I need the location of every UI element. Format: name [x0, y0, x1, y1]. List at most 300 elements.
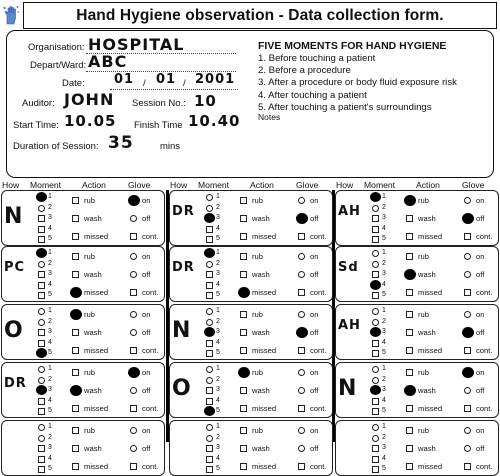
moment-option-1[interactable] [38, 366, 45, 373]
moment-option-2[interactable] [372, 377, 379, 384]
action-missed-label: missed [252, 288, 277, 297]
moment-mark [370, 385, 381, 395]
action-wash-checkbox[interactable] [406, 329, 413, 336]
action-missed-checkbox[interactable] [406, 463, 413, 470]
glove-on-option[interactable] [130, 427, 137, 434]
glove-cont-label: cont. [142, 232, 159, 241]
moment-option-2[interactable] [206, 319, 213, 326]
action-wash-label: wash [418, 328, 436, 337]
glove-off-label: off [310, 214, 319, 223]
moment-option-2[interactable] [38, 205, 45, 212]
action-rub-checkbox[interactable] [240, 253, 247, 260]
action-mark [404, 195, 416, 206]
moment-number: 3 [382, 386, 386, 393]
how-value[interactable]: N [4, 204, 24, 229]
glove-cont-option[interactable] [130, 289, 137, 296]
date-sep-2: / [183, 78, 186, 89]
how-value[interactable]: N [338, 376, 358, 401]
session-value[interactable]: 10 [194, 92, 217, 110]
ward-label: Depart/Ward: [30, 60, 87, 71]
moment-number: 3 [382, 214, 386, 221]
moment-option-2[interactable] [372, 261, 379, 268]
moment-option-1[interactable] [38, 424, 45, 431]
glove-cont-option[interactable] [130, 405, 137, 412]
moment-number: 3 [48, 444, 52, 451]
action-rub-checkbox[interactable] [406, 369, 413, 376]
action-rub-label: rub [84, 196, 95, 205]
glove-off-option[interactable] [298, 271, 305, 278]
duration-label: Duration of Session: [13, 141, 99, 152]
date-label: Date: [62, 78, 85, 89]
moment-number: 3 [216, 328, 220, 335]
moment-number: 4 [216, 224, 220, 232]
glove-off-label: off [142, 328, 151, 337]
action-mark [238, 287, 250, 298]
action-wash-label: wash [84, 386, 102, 395]
glove-cont-label: cont. [310, 462, 327, 471]
glove-cont-label: cont. [476, 232, 493, 241]
moment-number: 2 [216, 375, 220, 383]
action-missed-checkbox[interactable] [240, 463, 247, 470]
glove-cont-option[interactable] [298, 463, 305, 470]
glove-off-option[interactable] [464, 387, 471, 394]
action-missed-checkbox[interactable] [406, 347, 413, 354]
finish-time-label: Finish Time [134, 120, 183, 131]
action-wash-label: wash [252, 214, 270, 223]
action-missed-label: missed [84, 462, 109, 471]
glove-cont-option[interactable] [464, 289, 471, 296]
glove-cont-option[interactable] [464, 463, 471, 470]
action-rub-checkbox[interactable] [72, 369, 79, 376]
moment-number: 3 [216, 444, 220, 451]
action-rub-checkbox[interactable] [72, 197, 79, 204]
moment-option-5[interactable] [206, 236, 213, 243]
moment-option-2[interactable] [372, 319, 379, 326]
glove-off-label: off [142, 270, 151, 279]
glove-cont-label: cont. [476, 288, 493, 297]
glove-off-label: off [476, 328, 485, 337]
action-wash-checkbox[interactable] [240, 329, 247, 336]
moment-number: 4 [48, 396, 52, 404]
action-missed-checkbox[interactable] [406, 289, 413, 296]
glove-off-option[interactable] [298, 387, 305, 394]
action-missed-checkbox[interactable] [406, 233, 413, 240]
action-wash-checkbox[interactable] [72, 215, 79, 222]
glove-mark [296, 327, 308, 338]
action-missed-label: missed [418, 232, 443, 241]
glove-on-option[interactable] [130, 253, 137, 260]
action-missed-checkbox[interactable] [406, 405, 413, 412]
action-wash-checkbox[interactable] [72, 329, 79, 336]
moment-option-5[interactable] [206, 350, 213, 357]
action-wash-label: wash [84, 328, 102, 337]
moment-option-3[interactable] [38, 271, 45, 278]
how-value[interactable]: DR [4, 376, 27, 391]
moment-number: 1 [216, 193, 220, 200]
how-value[interactable]: Sd [338, 260, 359, 275]
moment-number: 1 [216, 249, 220, 256]
action-missed-label: missed [252, 232, 277, 241]
action-rub-checkbox[interactable] [406, 253, 413, 260]
action-missed-checkbox[interactable] [72, 463, 79, 470]
moment-item: 5. After touching a patient's surroundings [258, 101, 432, 113]
how-value[interactable]: PC [4, 260, 26, 275]
moment-option-1[interactable] [372, 366, 379, 373]
action-mark [70, 309, 82, 320]
action-wash-label: wash [84, 214, 102, 223]
action-wash-checkbox[interactable] [240, 445, 247, 452]
moment-option-2[interactable] [206, 435, 213, 442]
action-missed-checkbox[interactable] [240, 347, 247, 354]
moment-option-5[interactable] [206, 466, 213, 473]
moment-number: 4 [48, 280, 52, 288]
date-line [110, 89, 238, 90]
observation-cell [169, 304, 333, 360]
moment-number: 5 [216, 291, 220, 298]
moment-mark [36, 248, 47, 258]
glove-off-label: off [476, 386, 485, 395]
how-value[interactable]: O [4, 318, 24, 343]
moment-number: 2 [382, 259, 386, 267]
action-rub-label: rub [418, 368, 429, 377]
moment-number: 4 [48, 338, 52, 346]
glove-off-option[interactable] [130, 329, 137, 336]
moment-option-2[interactable] [38, 261, 45, 268]
moment-option-5[interactable] [372, 292, 379, 299]
action-wash-checkbox[interactable] [240, 215, 247, 222]
moment-number: 1 [382, 307, 386, 314]
how-value[interactable]: N [172, 318, 192, 343]
glove-on-option[interactable] [298, 311, 305, 318]
moment-item: 4. After touching a patient [258, 89, 367, 101]
glove-cont-label: cont. [476, 346, 493, 355]
glove-on-label: on [142, 196, 151, 205]
moment-option-3[interactable] [206, 445, 213, 452]
action-wash-label: wash [252, 386, 270, 395]
moment-number: 3 [382, 270, 386, 277]
moment-mark [204, 327, 215, 337]
moment-option-4[interactable] [372, 398, 379, 405]
action-mark [70, 287, 82, 298]
date-year[interactable]: 2001 [195, 72, 236, 87]
moment-number: 3 [48, 270, 52, 277]
moment-number: 2 [48, 259, 52, 267]
moment-option-1[interactable] [206, 194, 213, 201]
action-wash-label: wash [252, 328, 270, 337]
date-sep-1: / [143, 78, 146, 89]
header-action: Action [250, 180, 274, 190]
action-rub-label: rub [252, 368, 263, 377]
action-rub-label: rub [84, 426, 95, 435]
how-value[interactable]: AH [338, 318, 361, 333]
moment-number: 3 [216, 386, 220, 393]
action-rub-checkbox[interactable] [406, 311, 413, 318]
action-missed-label: missed [84, 346, 109, 355]
action-missed-checkbox[interactable] [240, 233, 247, 240]
glove-on-option[interactable] [464, 311, 471, 318]
moment-option-2[interactable] [206, 205, 213, 212]
moment-number: 3 [48, 328, 52, 335]
glove-off-label: off [476, 444, 485, 453]
moment-option-5[interactable] [206, 292, 213, 299]
action-missed-checkbox[interactable] [72, 347, 79, 354]
moment-mark [204, 213, 215, 223]
action-rub-checkbox[interactable] [72, 427, 79, 434]
action-rub-label: rub [84, 368, 95, 377]
glove-cont-option[interactable] [464, 347, 471, 354]
moment-number: 2 [216, 433, 220, 441]
moment-option-3[interactable] [206, 271, 213, 278]
moment-option-4[interactable] [206, 340, 213, 347]
moment-option-2[interactable] [372, 205, 379, 212]
moment-option-1[interactable] [38, 308, 45, 315]
moment-option-4[interactable] [372, 456, 379, 463]
glove-on-option[interactable] [464, 197, 471, 204]
moment-option-1[interactable] [372, 250, 379, 257]
hand-wash-logo-icon [2, 4, 20, 26]
action-rub-label: rub [84, 252, 95, 261]
moment-number: 2 [216, 259, 220, 267]
action-wash-checkbox[interactable] [406, 445, 413, 452]
moment-option-3[interactable] [38, 215, 45, 222]
glove-off-option[interactable] [464, 445, 471, 452]
moment-option-2[interactable] [38, 377, 45, 384]
glove-cont-option[interactable] [298, 289, 305, 296]
glove-off-label: off [310, 328, 319, 337]
moment-number: 4 [216, 280, 220, 288]
action-wash-checkbox[interactable] [406, 215, 413, 222]
moment-option-4[interactable] [38, 340, 45, 347]
header-moment: Moment [364, 180, 396, 190]
finish-time-value[interactable]: 10.40 [188, 112, 241, 130]
duration-unit: mins [160, 141, 181, 152]
action-missed-checkbox[interactable] [72, 405, 79, 412]
moment-number: 1 [216, 423, 220, 430]
glove-off-option[interactable] [130, 215, 137, 222]
glove-on-label: on [476, 368, 485, 377]
start-time-label: Start Time: [13, 120, 59, 131]
glove-cont-label: cont. [142, 346, 159, 355]
moment-option-2[interactable] [206, 261, 213, 268]
moment-option-4[interactable] [372, 340, 379, 347]
moment-option-1[interactable] [206, 308, 213, 315]
moment-option-2[interactable] [206, 377, 213, 384]
glove-on-label: on [476, 426, 485, 435]
date-month[interactable]: 01 [156, 72, 177, 87]
action-rub-label: rub [252, 252, 263, 261]
moment-option-4[interactable] [38, 456, 45, 463]
header-glove: Glove [296, 180, 319, 190]
moment-number: 5 [216, 349, 220, 356]
moment-number: 5 [48, 349, 52, 356]
ward-value[interactable]: ABC [88, 52, 128, 71]
moment-option-3[interactable] [372, 215, 379, 222]
action-wash-label: wash [418, 444, 436, 453]
glove-cont-option[interactable] [130, 347, 137, 354]
action-wash-label: wash [252, 270, 270, 279]
action-rub-checkbox[interactable] [240, 427, 247, 434]
action-missed-checkbox[interactable] [240, 405, 247, 412]
moment-option-5[interactable] [38, 236, 45, 243]
observation-cell [335, 362, 499, 418]
observation-cell [1, 304, 165, 360]
action-rub-label: rub [252, 310, 263, 319]
moment-number: 5 [382, 291, 386, 298]
moment-item: 1. Before touching a patient [258, 53, 376, 64]
glove-off-label: off [310, 270, 319, 279]
glove-on-option[interactable] [298, 427, 305, 434]
moment-option-3[interactable] [38, 329, 45, 336]
glove-off-option[interactable] [130, 387, 137, 394]
glove-cont-label: cont. [476, 462, 493, 471]
start-time-value[interactable]: 10.05 [64, 112, 117, 130]
moment-option-4[interactable] [38, 398, 45, 405]
session-label: Session No.: [132, 98, 186, 109]
moment-option-3[interactable] [38, 445, 45, 452]
action-mark [404, 385, 416, 396]
glove-cont-option[interactable] [298, 233, 305, 240]
moment-option-5[interactable] [372, 408, 379, 415]
glove-off-option[interactable] [298, 445, 305, 452]
how-value[interactable]: DR [172, 204, 195, 219]
moment-number: 5 [382, 349, 386, 356]
glove-cont-label: cont. [310, 404, 327, 413]
action-missed-label: missed [84, 232, 109, 241]
glove-on-option[interactable] [130, 311, 137, 318]
action-rub-checkbox[interactable] [240, 311, 247, 318]
action-missed-label: missed [252, 346, 277, 355]
moment-option-1[interactable] [206, 424, 213, 431]
glove-on-option[interactable] [464, 253, 471, 260]
glove-on-label: on [476, 310, 485, 319]
moment-option-4[interactable] [38, 282, 45, 289]
glove-on-option[interactable] [464, 427, 471, 434]
moment-option-4[interactable] [38, 226, 45, 233]
moment-option-2[interactable] [38, 435, 45, 442]
glove-off-label: off [142, 214, 151, 223]
duration-value[interactable]: 35 [108, 133, 134, 153]
moment-mark [36, 348, 47, 358]
glove-cont-label: cont. [142, 288, 159, 297]
moment-option-5[interactable] [38, 466, 45, 473]
moment-number: 2 [216, 203, 220, 211]
header-glove: Glove [462, 180, 485, 190]
auditor-value[interactable]: JOHN [64, 90, 115, 109]
how-value[interactable]: DR [172, 260, 195, 275]
moment-option-1[interactable] [372, 308, 379, 315]
moment-option-3[interactable] [372, 271, 379, 278]
moment-number: 4 [216, 396, 220, 404]
moment-number: 5 [216, 465, 220, 472]
action-missed-checkbox[interactable] [72, 233, 79, 240]
glove-cont-label: cont. [310, 232, 327, 241]
moment-option-1[interactable] [206, 366, 213, 373]
observation-cell [1, 190, 165, 246]
action-wash-checkbox[interactable] [72, 271, 79, 278]
moment-number: 4 [216, 454, 220, 462]
action-wash-label: wash [252, 444, 270, 453]
moment-option-5[interactable] [38, 292, 45, 299]
moment-option-4[interactable] [206, 398, 213, 405]
action-wash-label: wash [84, 444, 102, 453]
date-day[interactable]: 01 [114, 72, 135, 87]
glove-cont-option[interactable] [464, 233, 471, 240]
glove-cont-option[interactable] [130, 463, 137, 470]
action-rub-label: rub [84, 310, 95, 319]
action-rub-checkbox[interactable] [406, 427, 413, 434]
moment-option-2[interactable] [38, 319, 45, 326]
moment-option-1[interactable] [372, 424, 379, 431]
moment-number: 2 [382, 433, 386, 441]
title-box [23, 2, 497, 29]
how-value[interactable]: O [172, 376, 192, 401]
moment-option-4[interactable] [206, 226, 213, 233]
glove-on-option[interactable] [298, 253, 305, 260]
glove-cont-option[interactable] [130, 233, 137, 240]
moment-number: 2 [48, 375, 52, 383]
glove-cont-option[interactable] [298, 405, 305, 412]
glove-cont-option[interactable] [298, 347, 305, 354]
moment-option-5[interactable] [372, 236, 379, 243]
glove-off-option[interactable] [130, 445, 137, 452]
notes-label: Notes [258, 112, 281, 122]
moment-option-5[interactable] [372, 350, 379, 357]
action-rub-label: rub [252, 196, 263, 205]
moment-number: 2 [382, 317, 386, 325]
glove-on-option[interactable] [298, 369, 305, 376]
action-wash-checkbox[interactable] [240, 271, 247, 278]
moment-number: 5 [48, 291, 52, 298]
moment-number: 1 [382, 193, 386, 200]
glove-on-option[interactable] [298, 197, 305, 204]
glove-cont-label: cont. [310, 288, 327, 297]
moment-number: 4 [382, 396, 386, 404]
action-wash-checkbox[interactable] [240, 387, 247, 394]
organisation-value[interactable]: HOSPITAL [88, 35, 185, 54]
glove-off-option[interactable] [464, 271, 471, 278]
moment-number: 2 [216, 317, 220, 325]
header-how: How [2, 180, 20, 190]
action-rub-label: rub [418, 310, 429, 319]
how-value[interactable]: AH [338, 204, 361, 219]
glove-off-option[interactable] [130, 271, 137, 278]
moment-option-3[interactable] [206, 387, 213, 394]
moment-option-2[interactable] [372, 435, 379, 442]
moment-number: 5 [382, 465, 386, 472]
moment-number: 5 [382, 235, 386, 242]
header-glove: Glove [128, 180, 151, 190]
moment-number: 2 [48, 317, 52, 325]
moment-number: 4 [48, 224, 52, 232]
action-wash-checkbox[interactable] [72, 445, 79, 452]
moment-option-5[interactable] [38, 408, 45, 415]
glove-cont-option[interactable] [464, 405, 471, 412]
moment-option-4[interactable] [206, 282, 213, 289]
action-rub-checkbox[interactable] [240, 197, 247, 204]
glove-off-label: off [476, 270, 485, 279]
action-rub-checkbox[interactable] [72, 253, 79, 260]
action-mark [404, 269, 416, 280]
action-missed-label: missed [252, 404, 277, 413]
header-how: How [336, 180, 354, 190]
moment-option-4[interactable] [206, 456, 213, 463]
moment-option-3[interactable] [372, 445, 379, 452]
moment-number: 3 [48, 214, 52, 221]
moments-title: FIVE MOMENTS FOR HAND HYGIENE [258, 40, 447, 52]
moment-option-5[interactable] [372, 466, 379, 473]
glove-on-label: on [310, 368, 319, 377]
moment-option-4[interactable] [372, 226, 379, 233]
